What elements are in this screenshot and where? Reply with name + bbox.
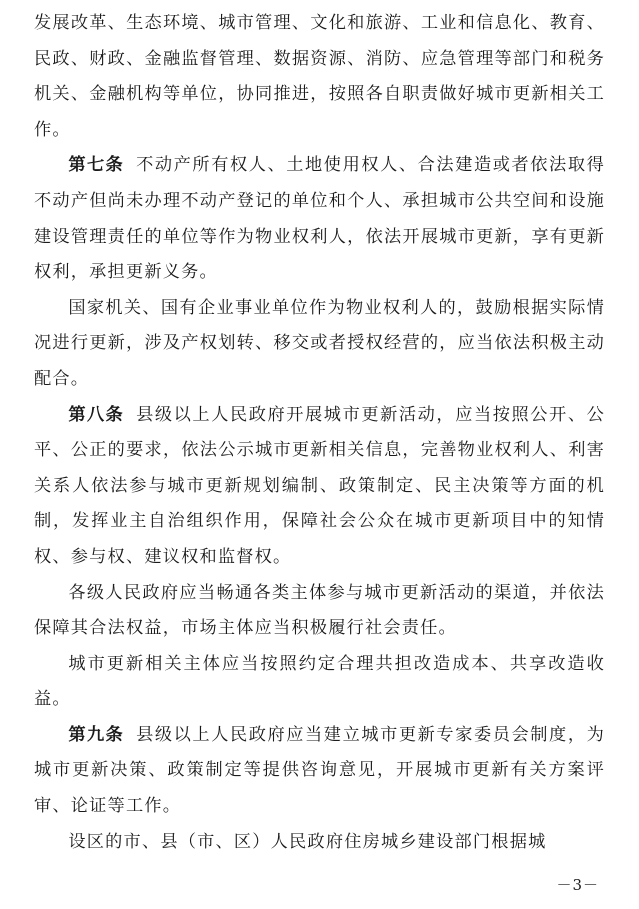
paragraph-text: 发展改革、生态环境、城市管理、文化和旅游、工业和信息化、教育、民政、财政、金融监督管理、数据资源、消防、应急管理等部门和税务机关、金融机构等单位，协同推进，按照各自职责做好城市更新相关工作。 — [34, 13, 605, 140]
paragraph — [34, 291, 605, 398]
article-heading: 第八条 — [68, 404, 125, 425]
article-heading: 第七条 — [68, 155, 125, 176]
article-8-paragraph — [34, 398, 605, 576]
article-9-paragraph — [34, 718, 605, 825]
paragraph-text: 各级人民政府应当畅通各类主体参与城市更新活动的渠道，并依法保障其合法权益，市场主体应当积极履行社会责任。 — [34, 582, 605, 639]
paragraph-text: 国家机关、国有企业事业单位作为物业权利人的，鼓励根据实际情况进行更新，涉及产权划转、移交或者授权经营的，应当依法积极主动配合。 — [34, 297, 605, 389]
paragraph-text: 县级以上人民政府应当建立城市更新专家委员会制度，为城市更新决策、政策制定等提供咨询意见，开展城市更新有关方案评审、论证等工作。 — [34, 724, 605, 817]
paragraph-text: 不动产所有权人、土地使用权人、合法建造或者依法取得不动产但尚未办理不动产登记的单位和个人、承担城市公共空间和设施建设管理责任的单位等作为物业权利人，依法开展城市更新，享有更新权利，承担更新义务。 — [34, 155, 605, 283]
paragraph — [34, 825, 605, 861]
article-heading: 第九条 — [68, 724, 125, 745]
page-number: －3－ — [556, 876, 599, 894]
paragraph — [34, 576, 605, 647]
paragraph-text: 城市更新相关主体应当按照约定合理共担改造成本、共享改造收益。 — [34, 653, 605, 710]
paragraph — [34, 647, 605, 718]
paragraph-continued — [34, 6, 605, 148]
paragraph-text: 设区的市、县（市、区）人民政府住房城乡建设部门根据城 — [68, 831, 547, 852]
article-7-paragraph — [34, 148, 605, 290]
paragraph-text: 县级以上人民政府开展城市更新活动，应当按照公开、公平、公正的要求，依法公示城市更新相关信息，完善物业权利人、利害关系人依法参与城市更新规划编制、政策制定、民主决策等方面的机制，发挥业主自治组织作用，保障社会公众在城市更新项目中的知情权、参与权、建议权和监督权。 — [34, 404, 605, 567]
